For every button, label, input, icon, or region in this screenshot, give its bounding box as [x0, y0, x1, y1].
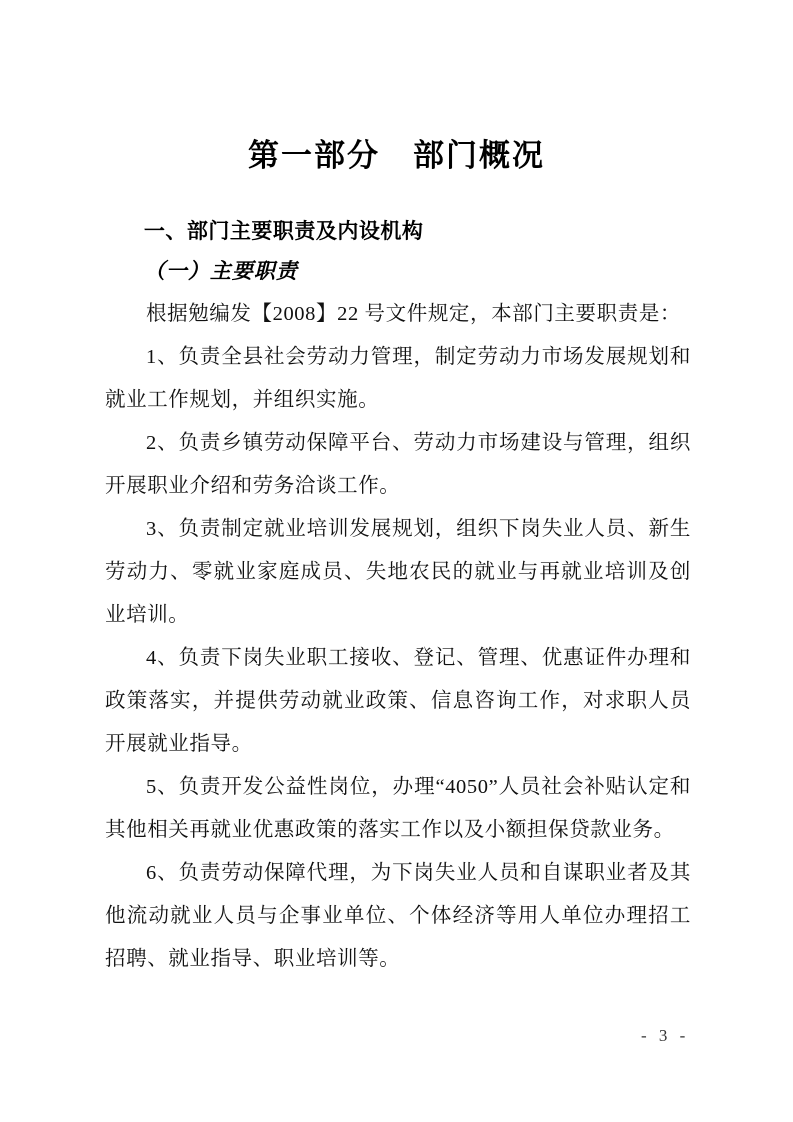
duty-item-4: 4、负责下岗失业职工接收、登记、管理、优惠证件办理和政策落实，并提供劳动就业政策、信息咨询工作，对求职人员开展就业指导。	[105, 647, 691, 755]
page-number: - 3 -	[641, 1026, 690, 1045]
subsection-heading-main-duties: （一）主要职责	[143, 259, 298, 283]
duty-item-6: 6、负责劳动保障代理，为下岗失业人员和自谋职业者及其他流动就业人员与企事业单位、个体经济等用人单位办理招工招聘、就业指导、职业培训等。	[105, 862, 691, 970]
duty-item-1: 1、负责全县社会劳动力管理，制定劳动力市场发展规划和就业工作规划，并组织实施。	[105, 346, 691, 411]
section-heading-duties-and-structure: 一、部门主要职责及内设机构	[143, 220, 424, 243]
document-title: 第一部分 部门概况	[248, 138, 545, 173]
intro-paragraph: 根据勉编发【2008】22 号文件规定，本部门主要职责是：	[146, 303, 682, 325]
duty-item-2: 2、负责乡镇劳动保障平台、劳动力市场建设与管理，组织开展职业介绍和劳务洽谈工作。	[105, 432, 691, 497]
document-body	[105, 217, 691, 981]
paragraph-group	[105, 293, 691, 981]
duty-item-5: 5、负责开发公益性岗位，办理“4050”人员社会补贴认定和其他相关再就业优惠政策的落实工作以及小额担保贷款业务。	[105, 776, 691, 841]
duty-item-3: 3、负责制定就业培训发展规划，组织下岗失业人员、新生劳动力、零就业家庭成员、失地农民的就业与再就业培训及创业培训。	[105, 518, 691, 626]
